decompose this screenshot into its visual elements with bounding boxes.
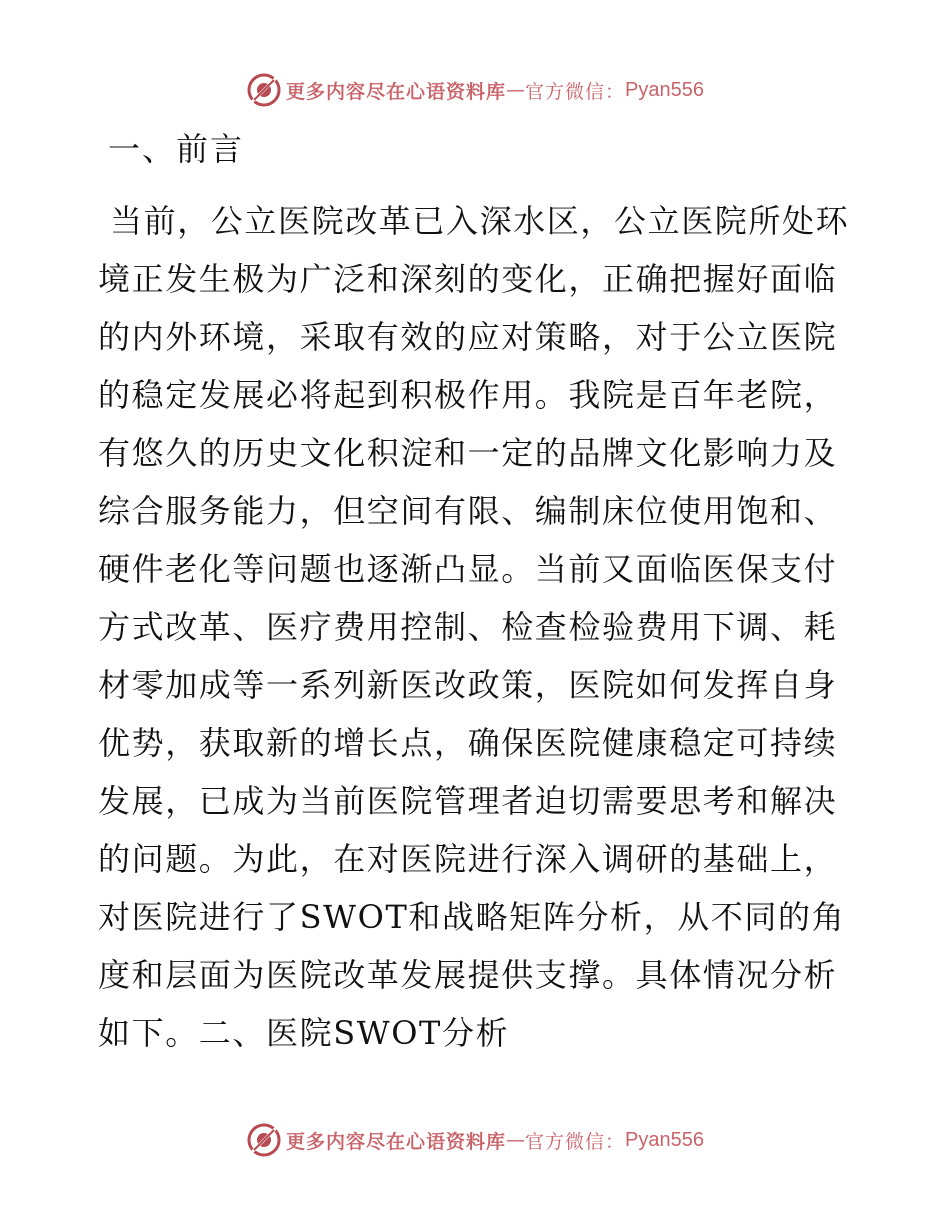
header-wechat-id: Pyan556 [625,78,704,101]
section-heading: 一、前言 [108,130,245,168]
header-wechat-label: 官方微信： [525,80,626,103]
body-paragraph: 当前，公立医院改革已入深水区，公立医院所处环境正发生极为广泛和深刻的变化，正确把握好面临的内外环境，采取有效的应对策略，对于公立医院的稳定发展必将起到积极作用。我院是百年老院，有悠久的历史文化积淀和一定的品牌文化影响力及综合服务能力，但空间有限、编制床位使用饱和、硬件老化等问题也逐渐凸显。当前又面临医保支付方式改革、医疗费用控制、检查检验费用下调、耗材零加成等一系列新医改政策，医院如何发挥自身优势，获取新的增长点，确保医院健康稳定可持续发展，已成为当前医院管理者迫切需要思考和解决的问题。为此，在对医院进行深入调研的基础上，对医院进行了SWOT和战略矩阵分析，从不同的角度和层面为医院改革发展提供支撑。具体情况分析如下。二、医院SWOT分析 [98,202,850,1052]
footer-site-text: 更多内容尽在心语资料库 [286,1130,507,1153]
header-site-text: 更多内容尽在心语资料库 [286,80,507,103]
footer-separator: — [506,1129,526,1151]
footer-wechat-label: 官方微信： [525,1130,626,1153]
header-banner [0,70,950,110]
footer-wechat-id: Pyan556 [625,1128,704,1151]
header-separator: — [506,79,526,101]
footer-banner [0,1120,950,1160]
brand-logo-icon [246,72,282,108]
brand-logo-icon [246,1122,282,1158]
